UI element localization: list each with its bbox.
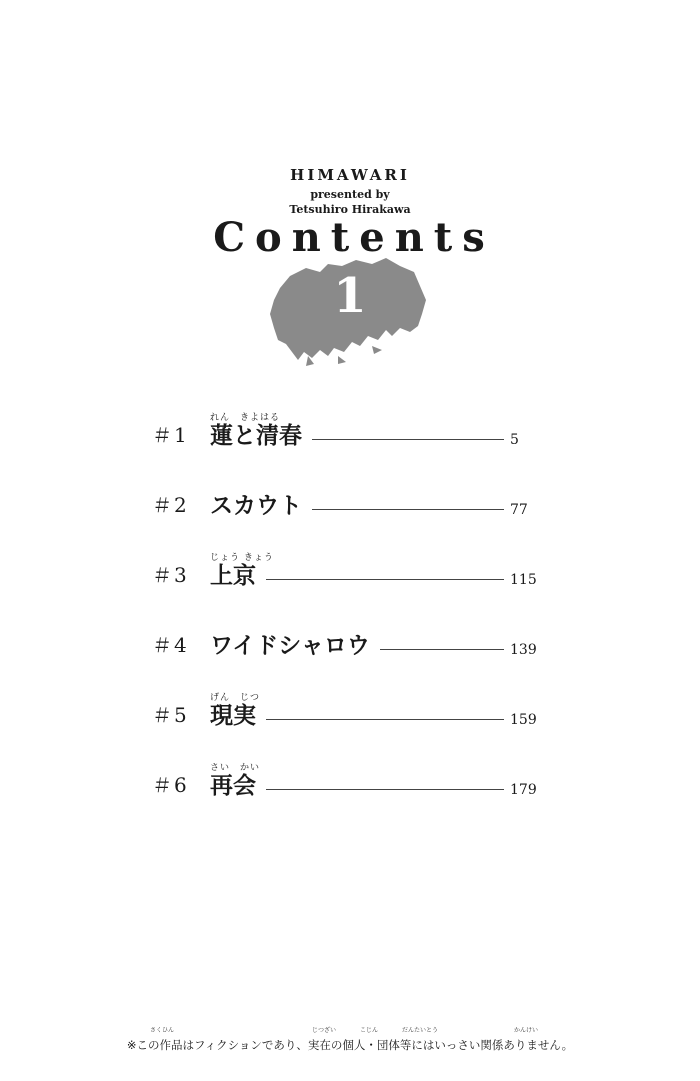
leader-line — [312, 439, 504, 440]
chapter-page-number: 179 — [510, 782, 537, 798]
leader-line — [266, 719, 504, 720]
chapter-title-furigana: じょう きょう — [210, 553, 274, 563]
chapter-number: ＃4 — [152, 633, 189, 657]
chapter-title-furigana: げん じつ — [210, 693, 261, 703]
chapter-title: 再会 — [210, 773, 256, 799]
presented-by-label: presented by — [310, 188, 390, 201]
toc-entry — [152, 482, 542, 522]
contents-heading: Contents — [213, 214, 495, 261]
series-title: HIMAWARI — [290, 166, 410, 184]
chapter-number: ＃6 — [152, 773, 189, 797]
disclaimer-ruby-item: さくひん — [150, 1027, 175, 1034]
chapter-title: スカウト — [210, 493, 302, 519]
chapter-title-group — [210, 413, 302, 452]
volume-number: 1 — [333, 268, 367, 324]
chapter-title: ワイドシャロウ — [210, 633, 370, 659]
chapter-title: 現実 — [210, 703, 256, 729]
chapter-page-number: 5 — [510, 432, 519, 448]
chapter-number: ＃5 — [152, 703, 189, 727]
leader-line — [380, 649, 504, 650]
toc-entry — [152, 412, 542, 452]
chapter-title-group — [210, 763, 261, 802]
chapter-title-group — [210, 553, 274, 592]
chapter-title-furigana: れん きよはる — [210, 413, 281, 423]
chapter-number: ＃3 — [152, 563, 189, 587]
toc-entry — [152, 692, 542, 732]
disclaimer-ruby-item: だんたいとう — [402, 1027, 439, 1034]
chapter-number: ＃2 — [152, 493, 189, 517]
chapter-title-group — [210, 635, 370, 662]
chapter-title-group — [210, 693, 261, 732]
chapter-page-number: 139 — [510, 642, 537, 658]
leader-line — [266, 789, 504, 790]
chapter-page-number: 77 — [510, 502, 528, 518]
disclaimer-ruby-item: こじん — [360, 1027, 379, 1034]
chapter-number: ＃1 — [152, 423, 189, 447]
chapter-title: 上京 — [210, 563, 256, 589]
disclaimer-text: ※この作品はフィクションであり、実在の個人・団体等にはいっさい関係ありません。 — [126, 1038, 574, 1052]
chapter-page-number: 159 — [510, 712, 537, 728]
disclaimer-ruby-item: じつざい — [312, 1027, 337, 1034]
chapter-page-number: 115 — [510, 572, 537, 588]
toc-entry — [152, 762, 542, 802]
leader-line — [312, 509, 504, 510]
toc-entry — [152, 552, 542, 592]
chapter-title: 蓮と清春 — [210, 423, 302, 449]
leader-line — [266, 579, 504, 580]
chapter-title-group — [210, 495, 302, 522]
chapter-title-furigana: さい かい — [210, 763, 261, 773]
author-name: Tetsuhiro Hirakawa — [289, 203, 411, 216]
disclaimer-ruby-item: かんけい — [514, 1027, 539, 1034]
toc-entry — [152, 622, 542, 662]
